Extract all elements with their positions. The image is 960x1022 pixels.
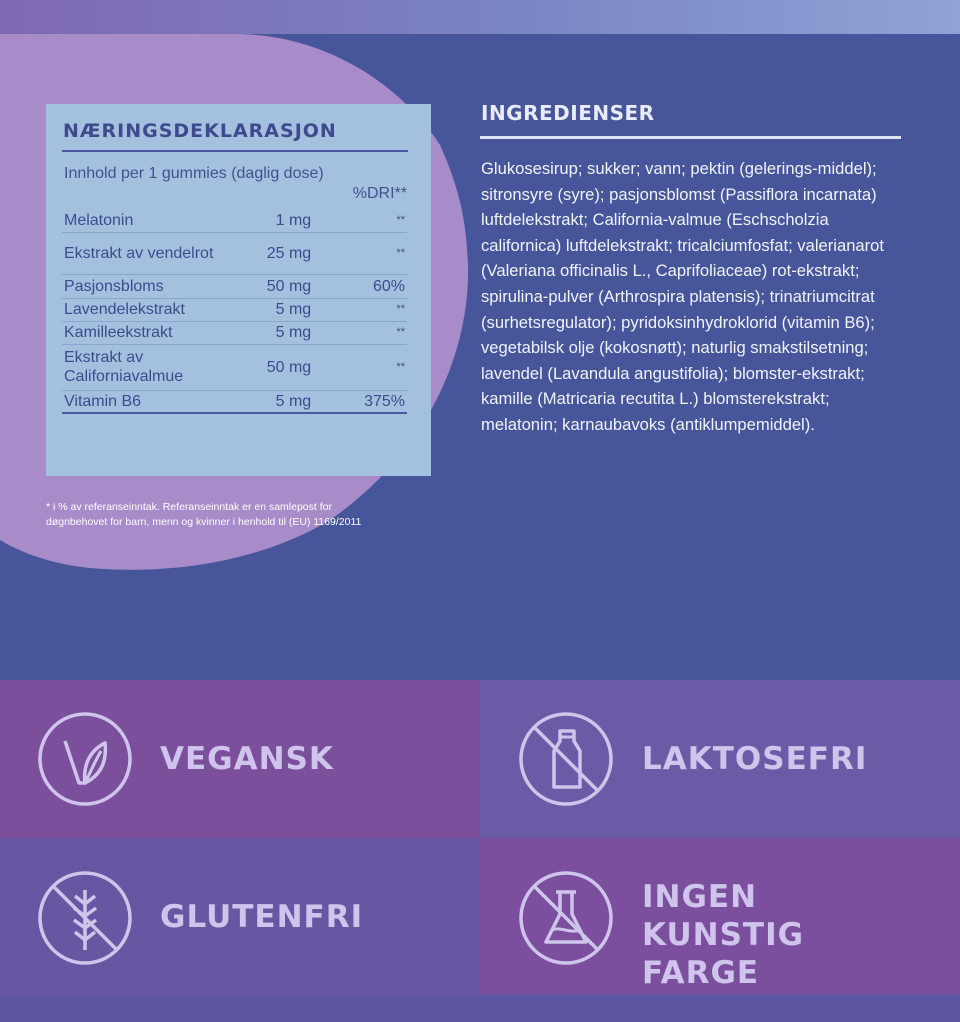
table-row [62, 390, 407, 413]
ingredients-title: INGREDIENSER [481, 101, 655, 125]
nutrient-name: Kamilleekstrakt [62, 321, 229, 344]
nutrient-amount: 1 mg [229, 210, 337, 232]
nutrition-card [46, 104, 431, 476]
nutrient-amount: 25 mg [229, 232, 337, 274]
nutrition-header [64, 165, 409, 203]
nutrient-dri: ** [337, 210, 407, 232]
nutrient-dri: ** [337, 298, 407, 321]
bottom-strip [0, 994, 960, 1022]
nutrient-name: Vitamin B6 [62, 390, 229, 413]
badge-label: LAKTOSEFRI [642, 741, 868, 777]
nutrient-amount: 5 mg [229, 298, 337, 321]
nutrient-amount: 5 mg [229, 390, 337, 413]
nutrient-amount: 5 mg [229, 321, 337, 344]
nutrient-dri: 60% [337, 274, 407, 298]
nutrition-title-divider [62, 150, 408, 152]
nutrition-title: NÆRINGSDEKLARASJON [63, 120, 337, 142]
ingredients-text: Glukosesirup; sukker; vann; pektin (gelerings-middel); sitronsyre (syre); pasjonsblomst (Passiflora incarnata) luftdelekstrakt; California-valmue (Eschscholzia californica) luftdelekstrakt; tricalciumfosfat; valerianarot (Valeriana officinalis L., Caprifoliaceae) rot-ekstrakt; spirulina-pulver (Arthrospira platensis); trinatriumcitrat (surhetsregulator); pyridoksinhydroklorid (vitamin B6); vegetabilsk olje (kokosnøtt); naturlig smakstilsetning; lavendel (Lavandula angustifolia); blomster-ekstrakt; kamille (Matricaria recutita L.) blomsterekstrakt; melatonin; karnaubavoks (antiklumpemiddel). [481, 159, 885, 434]
nutrient-dri: ** [337, 232, 407, 274]
nutrition-dri-header: %DRI** [352, 185, 407, 202]
no-milk-bottle-icon [518, 711, 614, 807]
no-wheat-icon [37, 870, 133, 966]
table-row [62, 210, 407, 232]
table-row [62, 274, 407, 298]
nutrient-amount: 50 mg [229, 274, 337, 298]
table-row [62, 344, 407, 390]
badge-glutenfri [0, 838, 480, 994]
ingredients-divider [480, 136, 901, 139]
badge-label: VEGANSK [160, 741, 334, 777]
nutrient-name: Ekstrakt av Californiavalmue [62, 344, 229, 390]
table-row [62, 232, 407, 274]
nutrition-table [62, 210, 407, 414]
table-row [62, 298, 407, 321]
badge-ingen-kunstig-farge [480, 838, 960, 994]
footnote: * i % av referanseinntak. Referanseinntak er en samlepost for døgnbehovet for barn, menn og kvinner i henhold til (EU) 1169/2011 [46, 501, 362, 528]
badge-label: GLUTENFRI [160, 899, 364, 935]
table-row [62, 321, 407, 344]
nutrient-dri: ** [337, 344, 407, 390]
nutrient-amount: 50 mg [229, 344, 337, 390]
nutrient-dri: 375% [337, 390, 407, 413]
nutrient-name: Melatonin [62, 210, 229, 232]
nutrient-name: Pasjonsbloms [62, 274, 229, 298]
badge-label: INGEN KUNSTIG FARGE [642, 879, 805, 991]
nutrient-name: Ekstrakt av vendelrot [62, 232, 229, 274]
no-color-flask-icon [518, 870, 614, 966]
badge-laktosefri [480, 680, 960, 838]
nutrition-serving-line: Innhold per 1 gummies (daglig dose) [64, 165, 324, 182]
nutrient-name: Lavendelekstrakt [62, 298, 229, 321]
badge-vegansk [0, 680, 480, 838]
nutrient-dri: ** [337, 321, 407, 344]
leaf-icon [37, 711, 133, 807]
